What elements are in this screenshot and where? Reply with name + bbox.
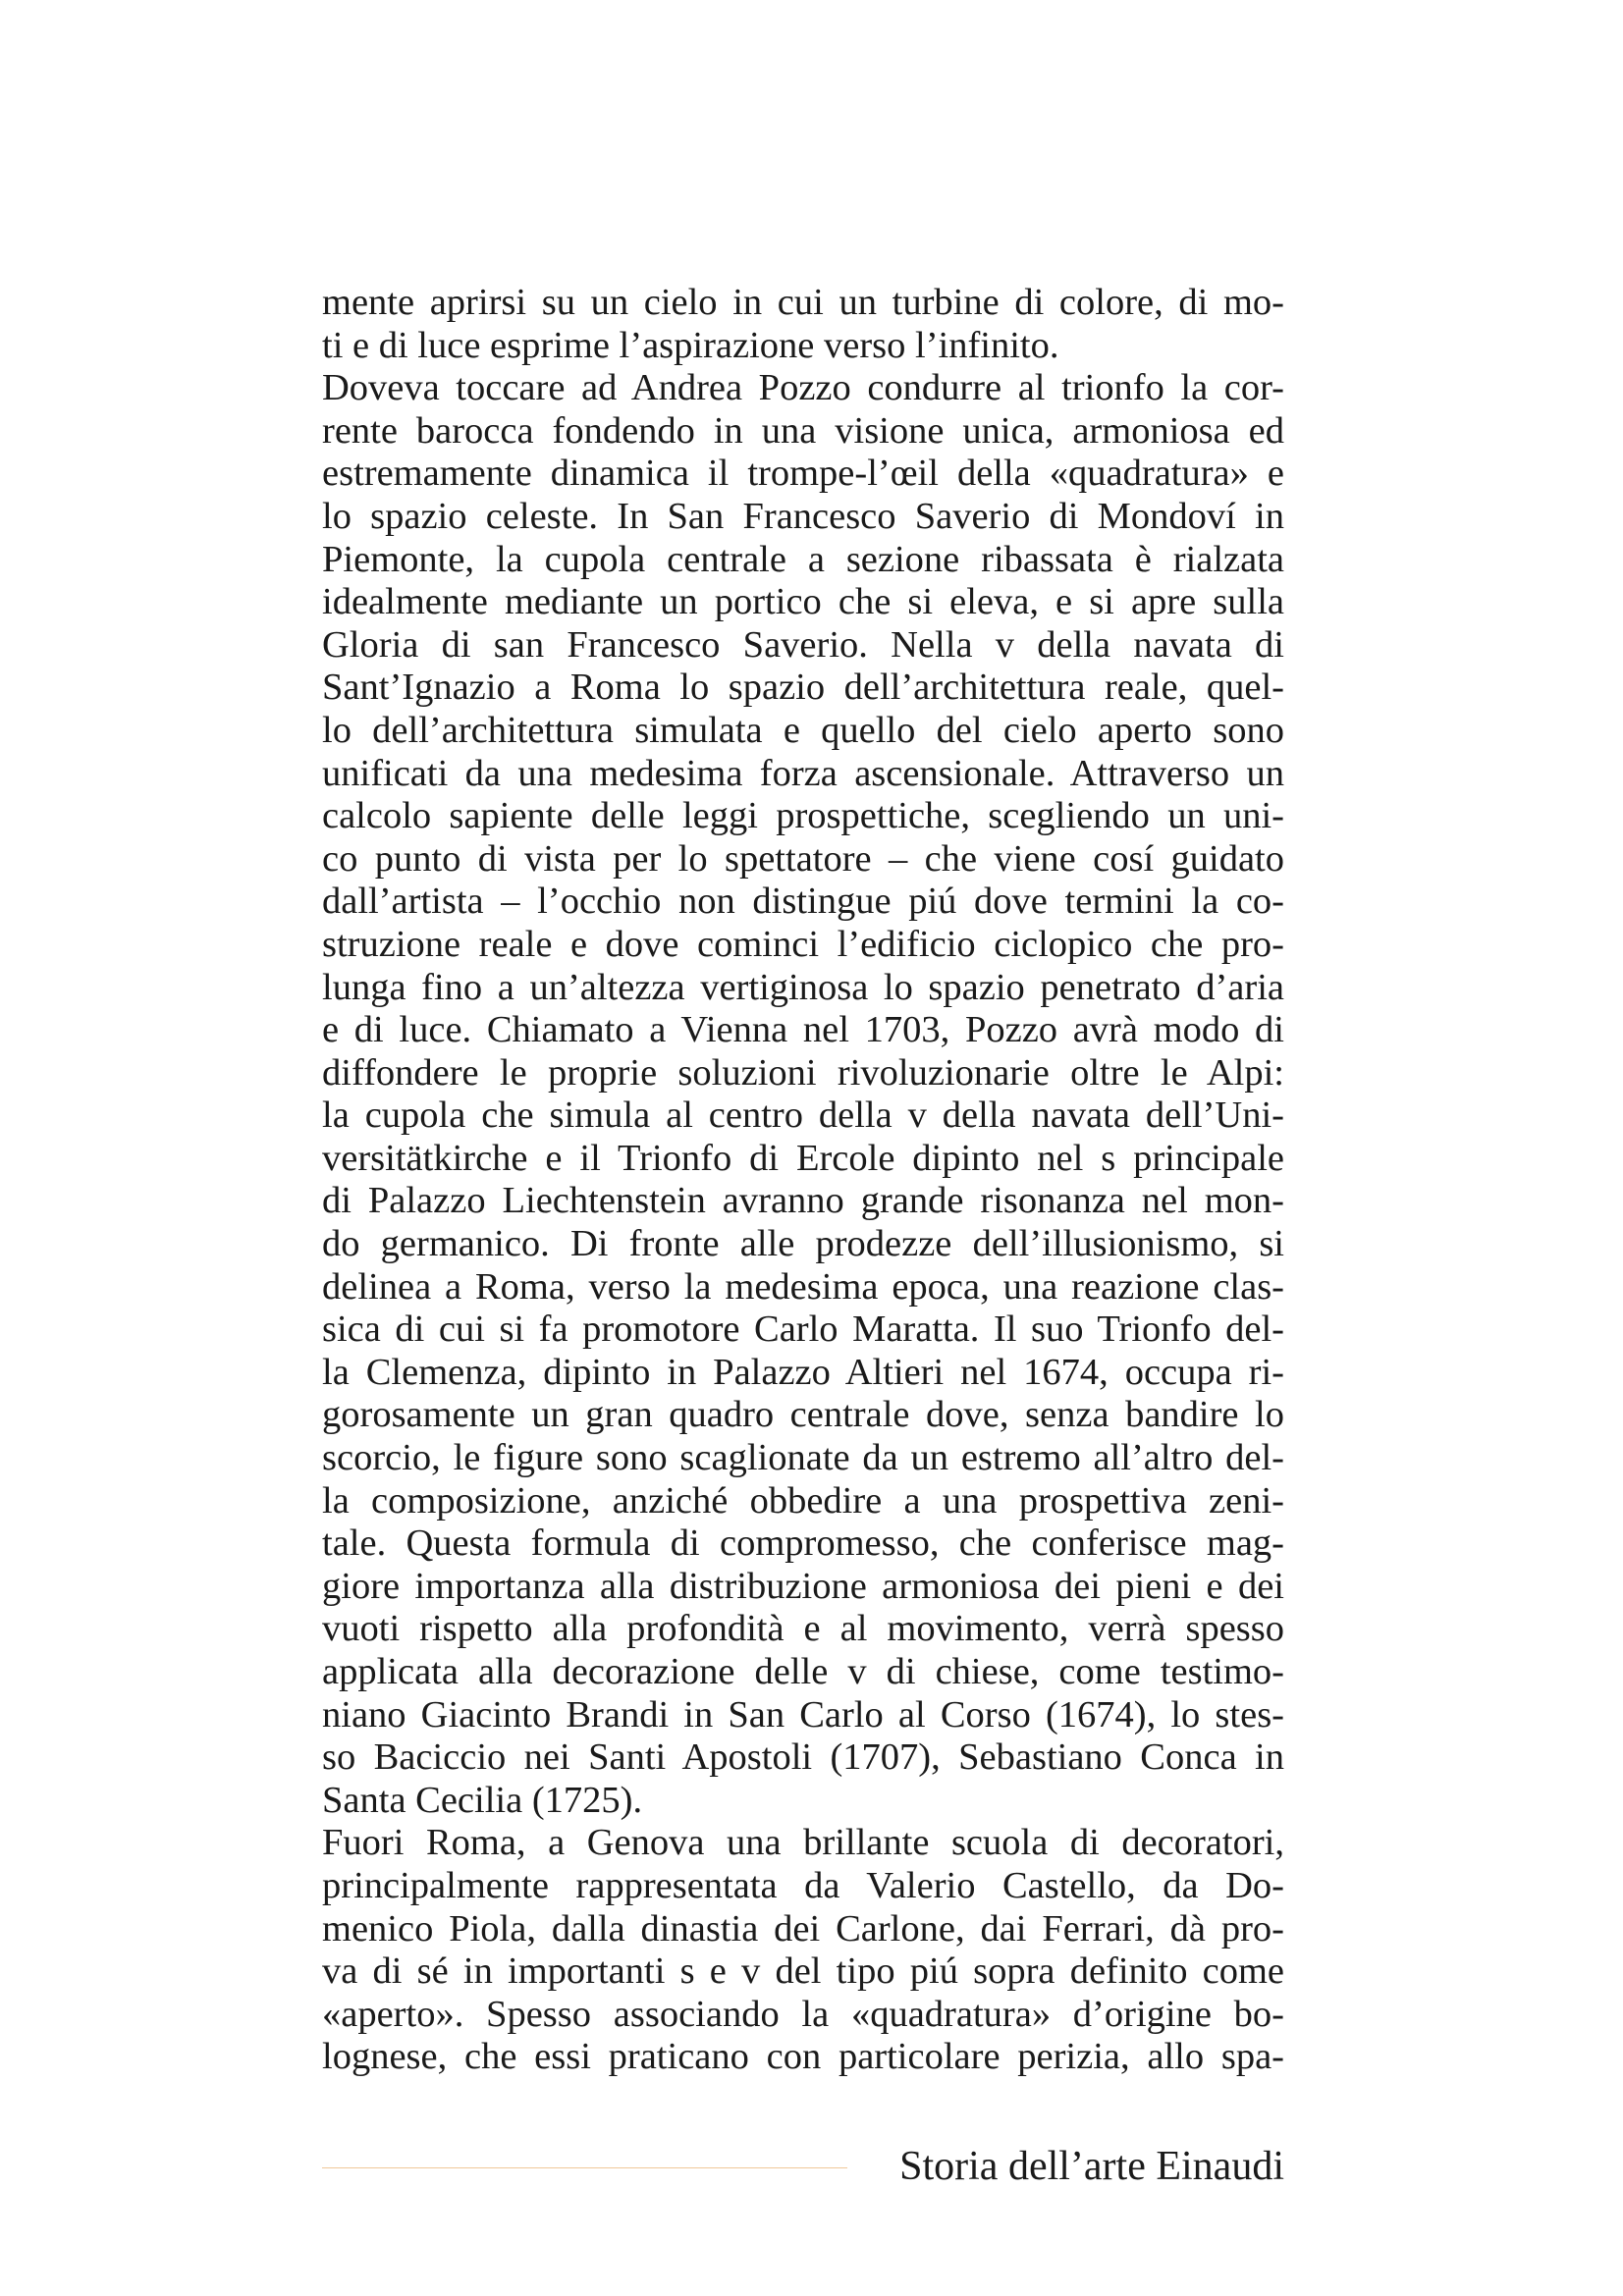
body-line-14: co punto di vista per lo spettatore – che viene cosí guidato: [322, 837, 1284, 880]
footer-title: Storia dell’arte Einaudi: [899, 2144, 1284, 2189]
body-line-35: so Baciccio nei Santi Apostoli (1707), Sebastiano Conca in: [322, 1736, 1284, 1779]
body-line-31: giore importanza alla distribuzione armoniosa dei pieni e dei: [322, 1565, 1284, 1607]
body-line-13: calcolo sapiente delle leggi prospettiche, scegliendo un uni-: [322, 795, 1284, 837]
footer-rule: [322, 2167, 847, 2168]
body-line-38: principalmente rappresentata da Valerio Castello, da Do-: [322, 1864, 1284, 1906]
body-line-17: lunga fino a un’altezza vertiginosa lo spazio penetrato d’aria: [322, 966, 1284, 1008]
body-line-36: Santa Cecilia (1725).: [322, 1779, 643, 1821]
body-line-02: ti e di luce esprime l’aspirazione verso l’infinito.: [322, 324, 1059, 366]
body-line-11: lo dell’architettura simulata e quello del cielo aperto sono: [322, 709, 1284, 751]
body-line-37: Fuori Roma, a Genova una brillante scuola di decoratori,: [322, 1822, 1284, 1864]
body-line-42: lognese, che essi praticano con particolare perizia, allo spa-: [322, 2036, 1284, 2078]
body-line-28: scorcio, le figure sono scaglionate da un estremo all’altro del-: [322, 1437, 1284, 1479]
body-line-21: versitätkirche e il Trionfo di Ercole dipinto nel s principale: [322, 1137, 1284, 1179]
body-line-27: gorosamente un gran quadro centrale dove, senza bandire lo: [322, 1394, 1284, 1436]
body-line-32: vuoti rispetto alla profondità e al movimento, verrà spesso: [322, 1608, 1284, 1650]
body-line-09: Gloria di san Francesco Saverio. Nella v della navata di: [322, 623, 1284, 666]
page-footer: [322, 2142, 1284, 2191]
body-line-16: struzione reale e dove cominci l’edificio ciclopico che pro-: [322, 923, 1284, 965]
body-line-07: Piemonte, la cupola centrale a sezione ribassata è rialzata: [322, 538, 1284, 580]
body-text: [322, 282, 1284, 2079]
body-line-29: la composizione, anziché obbedire a una prospettiva zeni-: [322, 1479, 1284, 1522]
body-line-22: di Palazzo Liechtenstein avranno grande risonanza nel mon-: [322, 1180, 1284, 1222]
body-line-25: sica di cui si fa promotore Carlo Maratta. Il suo Trionfo del-: [322, 1308, 1284, 1351]
body-line-39: menico Piola, dalla dinastia dei Carlone, dai Ferrari, dà pro-: [322, 1907, 1284, 1949]
body-line-30: tale. Questa formula di compromesso, che conferisce mag-: [322, 1522, 1284, 1565]
body-line-04: rente barocca fondendo in una visione unica, armoniosa ed: [322, 409, 1284, 452]
body-line-10: Sant’Ignazio a Roma lo spazio dell’architettura reale, quel-: [322, 667, 1284, 709]
body-line-24: delinea a Roma, verso la medesima epoca, una reazione clas-: [322, 1265, 1284, 1308]
body-line-01: mente aprirsi su un cielo in cui un turbine di colore, di mo-: [322, 282, 1284, 323]
body-line-19: diffondere le proprie soluzioni rivoluzionarie oltre le Alpi:: [322, 1051, 1284, 1094]
body-line-33: applicata alla decorazione delle v di chiese, come testimo-: [322, 1651, 1284, 1692]
body-line-05: estremamente dinamica il trompe-l’œil della «quadratura» e: [322, 453, 1284, 495]
body-line-20: la cupola che simula al centro della v della navata dell’Uni-: [322, 1095, 1284, 1137]
body-line-18: e di luce. Chiamato a Vienna nel 1703, Pozzo avrà modo di: [322, 1009, 1284, 1051]
body-line-40: va di sé in importanti s e v del tipo piú sopra definito come: [322, 1950, 1284, 1993]
body-line-12: unificati da una medesima forza ascensionale. Attraverso un: [322, 752, 1284, 794]
body-line-23: do germanico. Di fronte alle prodezze dell’illusionismo, si: [322, 1223, 1284, 1265]
body-line-03: Doveva toccare ad Andrea Pozzo condurre al trionfo la cor-: [322, 367, 1284, 409]
body-line-26: la Clemenza, dipinto in Palazzo Altieri nel 1674, occupa ri-: [322, 1351, 1284, 1393]
body-line-06: lo spazio celeste. In San Francesco Saverio di Mondoví in: [322, 495, 1284, 537]
body-line-41: «aperto». Spesso associando la «quadratura» d’origine bo-: [322, 1993, 1284, 2035]
body-line-15: dall’artista – l’occhio non distingue piú dove termini la co-: [322, 881, 1284, 923]
body-line-34: niano Giacinto Brandi in San Carlo al Corso (1674), lo stes-: [322, 1693, 1284, 1735]
body-line-08: idealmente mediante un portico che si eleva, e si apre sulla: [322, 581, 1284, 623]
